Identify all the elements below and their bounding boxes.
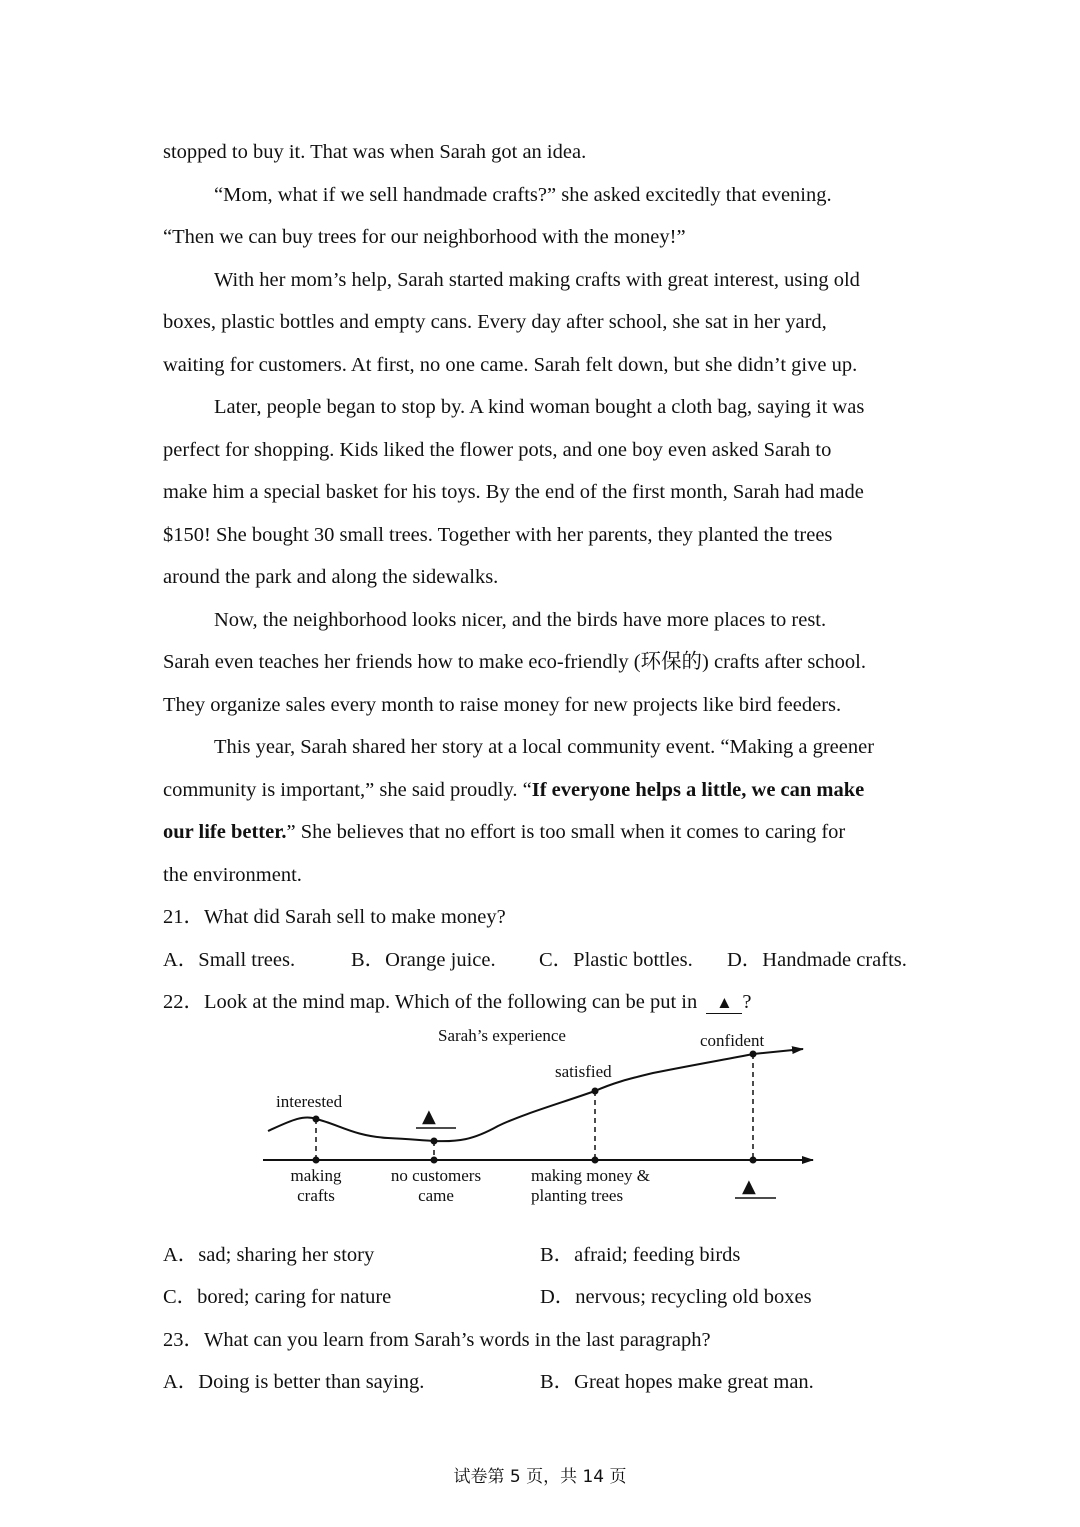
passage-line: stopped to buy it. That was when Sarah got an idea.	[163, 141, 587, 163]
curve-dot	[592, 1087, 599, 1094]
passage-line: Now, the neighborhood looks nicer, and the birds have more places to rest.	[214, 608, 827, 631]
event-label: planting trees	[531, 1185, 624, 1205]
question-22-options-row1	[163, 1234, 923, 1277]
passage-line: Sarah even teaches her friends how to make eco-friendly (环保的) crafts after school.	[163, 651, 866, 673]
curve-dot	[750, 1050, 757, 1057]
event-label: came	[418, 1185, 454, 1205]
passage-text: community is important,” she said proudly. “	[163, 778, 532, 801]
mind-map-diagram	[258, 1024, 838, 1219]
option-d: D．nervous; recycling old boxes	[540, 1286, 812, 1308]
exam-page-content	[163, 131, 923, 1404]
event-label: making	[290, 1165, 342, 1185]
curve-dot	[431, 1137, 438, 1144]
question-21-options	[163, 939, 923, 982]
axis-dot	[592, 1156, 599, 1163]
passage-line: boxes, plastic bottles and empty cans. Every day after school, she sat in her yard,	[163, 311, 827, 333]
option-c: C．Plastic bottles.	[539, 948, 693, 971]
question-22-stem	[163, 981, 923, 1024]
passage-line: They organize sales every month to raise money for new projects like bird feeders.	[163, 693, 842, 716]
question-text: 22．Look at the mind map. Which of the following can be put in	[163, 991, 703, 1013]
passage-line: perfect for shopping. Kids liked the flower pots, and one boy even asked Sarah to	[163, 438, 832, 461]
passage-line	[163, 811, 923, 854]
passage-text: ” She believes that no effort is too small when it comes to caring for	[286, 821, 846, 843]
option-b: B．Great hopes make great man.	[540, 1371, 814, 1393]
question-mark: ?	[742, 991, 752, 1013]
question-21-stem: 21．What did Sarah sell to make money?	[163, 906, 506, 928]
option-b: B．afraid; feeding birds	[540, 1243, 741, 1266]
passage-line: With her mom’s help, Sarah started making crafts with great interest, using old	[214, 268, 860, 291]
passage-line: “Then we can buy trees for our neighborhood with the money!”	[163, 226, 686, 248]
event-label: crafts	[297, 1185, 335, 1205]
answer-blank: ▲	[706, 993, 742, 1014]
axis-dot	[313, 1156, 320, 1163]
quote-bold: our life better.	[163, 821, 287, 843]
question-22-options-row2	[163, 1276, 923, 1319]
feeling-curve	[268, 1049, 803, 1141]
passage-line: around the park and along the sidewalks.	[163, 566, 499, 588]
quote-bold: If everyone helps a little, we can make	[531, 778, 865, 801]
passage-line: Later, people began to stop by. A kind woman bought a cloth bag, saying it was	[214, 396, 865, 418]
feeling-label: interested	[276, 1091, 343, 1111]
passage-line: the environment.	[163, 863, 302, 886]
passage-line: make him a special basket for his toys. By the end of the first month, Sarah had made	[163, 481, 864, 503]
option-a: A．sad; sharing her story	[163, 1243, 375, 1266]
passage-line: waiting for customers. At first, no one came. Sarah felt down, but she didn’t give up.	[163, 353, 858, 376]
option-a: A．Doing is better than saying.	[163, 1371, 425, 1393]
axis-dot	[750, 1156, 757, 1163]
curve-dot	[313, 1115, 320, 1122]
option-c: C．bored; caring for nature	[163, 1286, 392, 1308]
option-a: A．Small trees.	[163, 948, 296, 971]
event-label: making money &	[531, 1165, 650, 1185]
option-d: D．Handmade crafts.	[727, 948, 907, 971]
blank-triangle-feeling: ▲	[422, 1105, 436, 1127]
question-23-options-row1	[163, 1361, 923, 1404]
axis-dot	[431, 1156, 438, 1163]
passage-line	[163, 769, 923, 812]
feeling-label: confident	[700, 1030, 765, 1050]
mind-map	[163, 1024, 923, 1234]
passage-line: $150! She bought 30 small trees. Together with her parents, they planted the trees	[163, 523, 833, 546]
blank-triangle-event: ▲	[742, 1175, 756, 1197]
passage-line: “Mom, what if we sell handmade crafts?” she asked excitedly that evening.	[214, 183, 832, 206]
option-b: B．Orange juice.	[351, 948, 496, 971]
mind-map-title: Sarah’s experience	[438, 1025, 566, 1045]
passage-line: This year, Sarah shared her story at a local community event. “Making a greener	[214, 736, 875, 758]
event-label: no customers	[390, 1165, 482, 1185]
question-23-stem: 23．What can you learn from Sarah’s words in the last paragraph?	[163, 1328, 711, 1351]
feeling-label: satisfied	[555, 1061, 612, 1081]
page-footer: 试卷第 5 页，共 14 页	[453, 1467, 627, 1487]
